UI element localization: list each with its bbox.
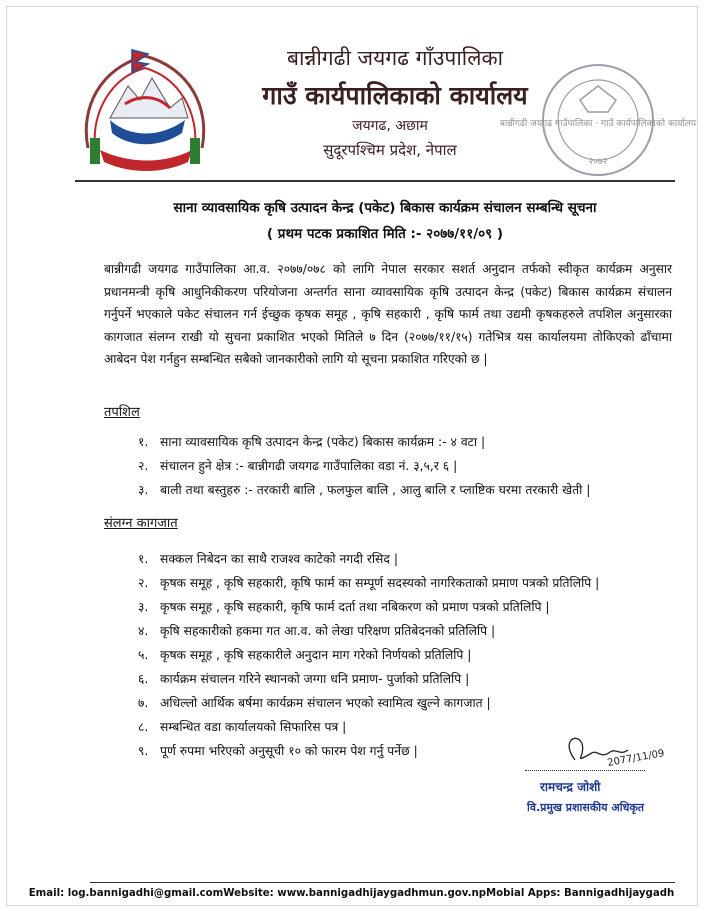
item-text: कार्यक्रम संचालन गरिने स्थानको जग्गा धनि प्रमाण- पुर्जाको प्रतिलिपि | bbox=[160, 672, 470, 686]
item-number: २. bbox=[138, 459, 149, 473]
province-name: सुदूरपश्चिम प्रदेश, नेपाल bbox=[323, 141, 457, 159]
signature-date: 2077/11/09 bbox=[606, 748, 666, 769]
item-text: पूर्ण रुपमा भरिएको अनुसूची १० को फारम पेश गर्नु पर्नेछ | bbox=[160, 744, 418, 758]
list-item bbox=[138, 646, 599, 670]
item-number: ३. bbox=[138, 600, 149, 614]
item-number: १. bbox=[138, 435, 149, 449]
office-name: गाउँ कार्यपालिकाको कार्यालय bbox=[262, 81, 528, 110]
item-text: सम्बन्धित वडा कार्यालयको सिफारिस पत्र | bbox=[160, 720, 347, 734]
details-list bbox=[138, 433, 590, 505]
item-text: कृषक समूह , कृषि सहकारीले अनुदान माग गरेको निर्णयको प्रतिलिपि | bbox=[160, 648, 472, 662]
list-item bbox=[138, 670, 599, 694]
signature-line bbox=[525, 770, 645, 771]
list-item bbox=[138, 433, 590, 457]
item-text: बाली तथा बस्तुहरु :- तरकारी बालि , फलफुल बालि , आलु बालि र प्लाष्टिक घरमा तरकारी खेती | bbox=[160, 483, 591, 497]
list-item bbox=[138, 598, 599, 622]
signatory-designation: वि.प्रमुख प्रशासकीय अधिकृत bbox=[527, 801, 645, 814]
item-number: २. bbox=[138, 576, 149, 590]
item-text: कृषि सहकारीको हकमा गत आ.व. को लेखा परिक्षण प्रतिबेदनको प्रतिलिपि | bbox=[160, 624, 496, 638]
notice-subtitle: ( प्रथम पटक प्रकाशित मिति :- २०७७/११/०९ ) bbox=[266, 226, 504, 242]
item-text: कृषक समूह , कृषि सहकारी, कृषि फार्म दर्ता तथा नबिकरण को प्रमाण पत्रको प्रतिलिपि | bbox=[160, 600, 550, 614]
item-number: ५. bbox=[138, 648, 149, 662]
item-number: ३. bbox=[138, 483, 149, 497]
list-item bbox=[138, 457, 590, 481]
notice-title: साना व्यावसायिक कृषि उत्पादन केन्द्र (पकेट) बिकास कार्यक्रम संचालन सम्बन्धि सूचना bbox=[173, 200, 597, 216]
seal-date: २०७२ bbox=[588, 157, 608, 167]
item-number: ७. bbox=[138, 696, 149, 710]
municipality-name: बान्नीगढी जयगढ गाँउपालिका bbox=[286, 46, 504, 70]
footer-divider bbox=[90, 882, 675, 883]
item-text: साना व्यावसायिक कृषि उत्पादन केन्द्र (पकेट) बिकास कार्यक्रम :- ४ वटा | bbox=[160, 435, 486, 449]
item-text: अधिल्लो आर्थिक बर्षमा कार्यक्रम संचालन भएको स्वामित्व खुल्ने कागजात | bbox=[160, 696, 491, 710]
item-number: ६. bbox=[138, 672, 149, 686]
list-item bbox=[138, 550, 599, 574]
item-text: कृषक समूह , कृषि सहकारी, कृषि फार्म का सम्पूर्ण सदस्यको नागरिकताको प्रमाण पत्रको प्रतिलिपि | bbox=[160, 576, 600, 590]
list-item bbox=[138, 694, 599, 718]
notice-body: बान्नीगढी जयगढ गाउँपालिका आ.व. २०७७/०७८ को लागि नेपाल सरकार सशर्त अनुदान तर्फको स्वीकृत कार्यक्रम अनुसार प्रधानमन्त्री कृषि आधुनिकीकरण परियोजना अन्तर्गत साना व्यावसायिक कृषि उत्पादन केन्द्र (पकेट) बिकास कार्यक्रम संचालन गर्नुपर्ने भएकाले पकेट संचालन गर्न ईच्छुक कृषक समूह , कृषि सहकारी , कृषि फार्म तथा उद्यमी कृषकहरुले तपशिल अनुसारका कागजात संलग्न राखी यो सुचना प्रकाशित भएको मितिले ७ दिन (२०७७/११/१५) गतेभित्र यस कार्यालयमा तोकिएको ढाँचामा आबेदन पेश गर्नहुन सम्बन्धित सबैको जानकारीको लागि यो सूचना प्रकाशित गरिएको छ | bbox=[104, 262, 672, 366]
item-number: ४. bbox=[138, 624, 149, 638]
nepal-emblem-icon bbox=[70, 38, 220, 178]
signatory-name: रामचन्द्र जोशी bbox=[540, 780, 601, 794]
list-item bbox=[138, 481, 590, 505]
item-number: ९. bbox=[138, 744, 149, 758]
list-item bbox=[138, 574, 599, 598]
section-heading-details: तपशिल bbox=[104, 405, 140, 420]
header-divider bbox=[75, 180, 675, 182]
office-location: जयगढ, अछाम bbox=[352, 118, 428, 134]
section-heading-attachments: संलग्न कागजात bbox=[104, 516, 178, 531]
seal-text: बान्नीगढी जयगढ गाउँपालिका · गाउँ कार्यपालिकाको कार्यालय bbox=[499, 119, 697, 129]
office-seal-icon bbox=[499, 60, 697, 180]
item-number: ८. bbox=[138, 720, 149, 734]
item-text: सक्कल निबेदन का साथै राजश्व काटेको नगदी रसिद | bbox=[160, 552, 398, 566]
item-text: संचालन हुने क्षेत्र :- बान्नीगढी जयगढ गाउँपालिका वडा नं. ३,५,र ६ | bbox=[160, 459, 458, 473]
list-item bbox=[138, 622, 599, 646]
item-number: १. bbox=[138, 552, 149, 566]
footer-contact: Email: log.bannigadhi@gmail.comWebsite: www.bannigadhijaygadhmun.gov.npMobial Apps: Bannigadhijaygadh bbox=[28, 888, 675, 899]
handwritten-signature bbox=[520, 730, 690, 770]
